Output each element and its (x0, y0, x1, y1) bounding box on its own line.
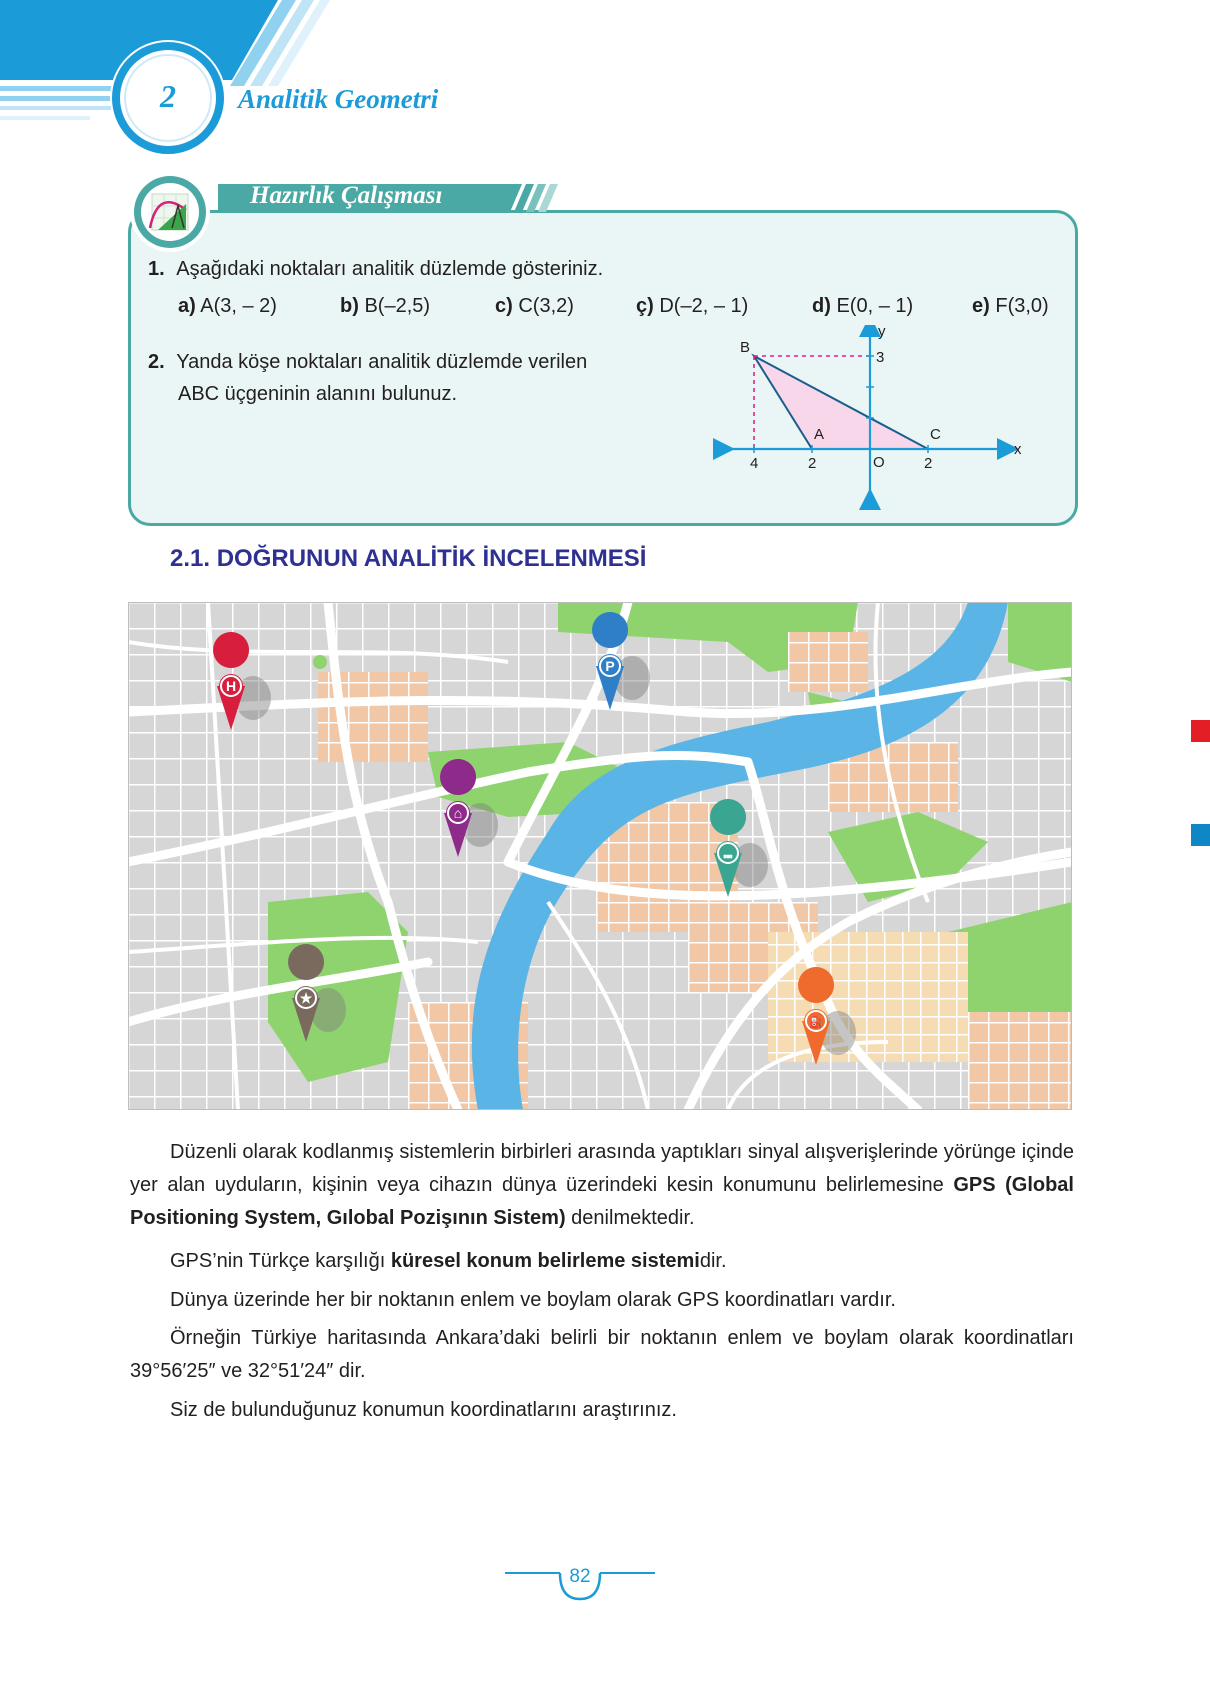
district-block (788, 632, 868, 692)
chapter-number: 2 (160, 78, 176, 114)
paragraph-research: Siz de bulunduğunuz konumun koordinatlarını araştırınız. (170, 1399, 677, 1421)
q1-item-c: c) C(3,2) (495, 295, 574, 317)
question-1 (148, 258, 603, 281)
paragraph-gps-turkish: GPS’nin Türkçe karşılığı küresel konum belirleme sistemidir. (170, 1250, 727, 1272)
point-label-a: A (814, 426, 825, 443)
chapter-title: Analitik Geometri (238, 84, 439, 114)
question-2-line2: ABC üçgeninin alanını bulunuz. (178, 383, 458, 405)
question-2-number: 2. (148, 351, 165, 373)
page-number: 82 (569, 1566, 591, 1587)
x-tick-label-2-left: 2 (808, 455, 817, 472)
q1-item-d: d) E(0, – 1) (812, 295, 914, 317)
q1-item-e: e) F(3,0) (972, 295, 1049, 317)
x-tick-label-2-right: 2 (924, 455, 933, 472)
paragraph-ankara-example: Örneğin Türkiye haritasında Ankara’daki belirli bir noktanın enlem ve boylam olarak koordinatları 39°56′25″ ve 32°51′24″ dir. (130, 1327, 1074, 1382)
district-block (968, 1012, 1072, 1110)
triangle-diagram (700, 325, 1040, 510)
origin-label: O (873, 454, 885, 471)
y-axis-label: y (878, 325, 886, 340)
paragraph-coordinates: Dünya üzerinde her bir noktanın enlem ve boylam olarak GPS koordinatları vardır. (170, 1289, 896, 1311)
triangle-abc (754, 356, 928, 449)
city-map (128, 602, 1072, 1110)
section-title: 2.1. DOĞRUNUN ANALİTİK İNCELENMESİ (170, 545, 647, 572)
point-label-b: B (740, 339, 751, 356)
x-tick-label-4: 4 (750, 455, 759, 472)
q1-item-b: b) B(–2,5) (340, 295, 431, 317)
attraction-pin-label: ★ (299, 990, 313, 1006)
y-tick-label-3: 3 (876, 349, 885, 366)
q1-item-cc: ç) D(–2, – 1) (636, 295, 749, 317)
prep-title: Hazırlık Çalışması (250, 182, 443, 209)
q1-item-a: a) A(3, – 2) (178, 295, 277, 317)
question-2 (148, 351, 587, 374)
home-pin-label: ⌂ (453, 805, 463, 821)
map-junction-dot (313, 655, 327, 669)
restaurant-pin-label: ⑉ (723, 845, 733, 861)
side-tab-blue[interactable] (1191, 824, 1210, 846)
side-tab-red[interactable] (1191, 720, 1210, 742)
geometry-tools-icon (150, 194, 188, 230)
parking-pin-label: P (605, 658, 615, 674)
hospital-pin-label: H (225, 678, 237, 694)
question-1-number: 1. (148, 258, 165, 280)
question-2-line1: Yanda köşe noktaları analitik düzlemde verilen (176, 351, 588, 373)
paragraph-gps-definition: Düzenli olarak kodlanmış sistemlerin birbirleri arasında yaptıkları sinyal alışverişlerinde yörünge içinde yer alan uyduların, kişinin veya cihazın dünya üzerindeki kesin konumunu belirlemesine GPS (Global Positioning System, Gılobal Pozişının Sistem) denilmektedir. (130, 1141, 1074, 1229)
x-axis-label: x (1014, 441, 1022, 458)
question-1-text: Aşağıdaki noktaları analitik düzlemde gösteriniz. (176, 258, 604, 280)
fuel-pin-label: ⛽ (809, 1017, 823, 1029)
point-label-c: C (930, 426, 941, 443)
